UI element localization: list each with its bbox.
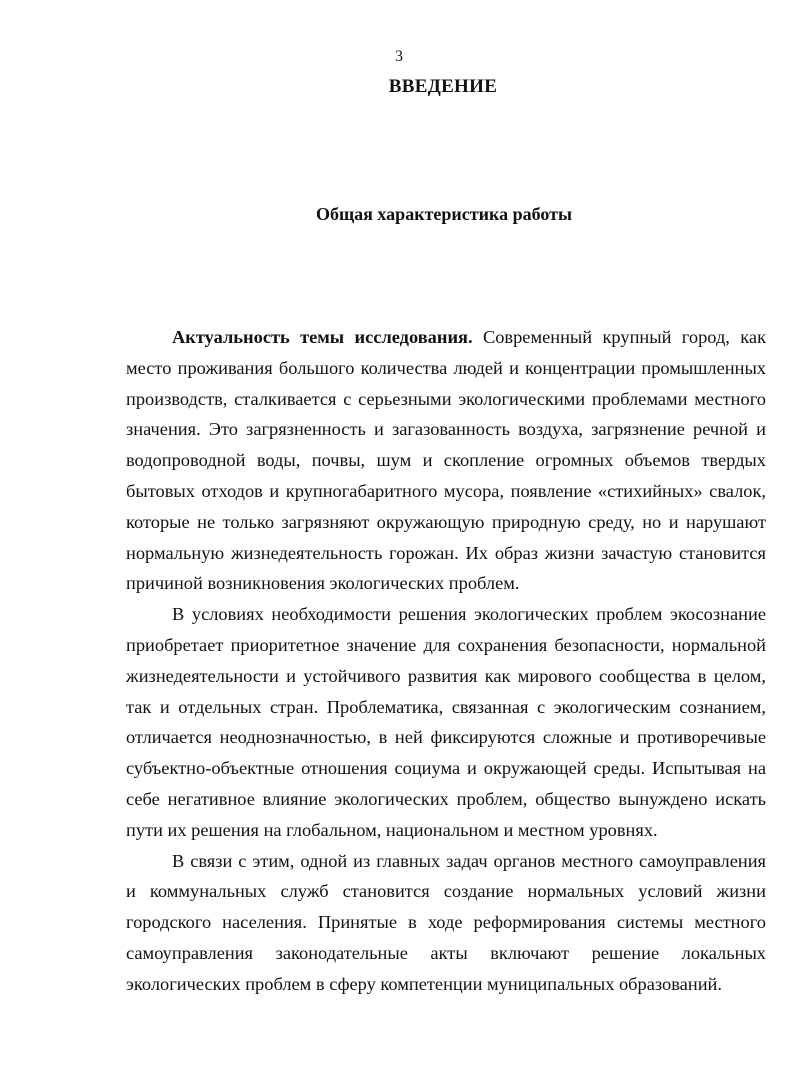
paragraph-eco-awareness: В условиях необходимости решения экологических проблем экосознание приобретает приоритетное значение для сохранения безопасности, нормальной жизнедеятельности и устойчивого развития как мирового сообщества в целом, так и отдельных стран. Проблематика, связанная с экологическим сознанием, отличается неоднозначностью, в ней фиксируются сложные и противоречивые субъектно-объектные отношения социума и окружающей среды. Испытывая на себе негативное влияние экологических проблем, общество вынуждено искать пути их решения на глобальном, национальном и местном уровнях.: [126, 604, 766, 840]
paragraph-lead: Актуальность темы исследования.: [172, 327, 473, 347]
body-text: [126, 322, 766, 1000]
paragraph-text: Современный крупный город, как место проживания большого количества людей и концентрации промышленных производств, сталкивается с серьезными экологическими проблемами местного значения. Это загрязненность и загазованность воздуха, загрязнение речной и водопроводной воды, почвы, шум и скопление огромных объемов твердых бытовых отходов и крупногабаритного мусора, появление «стихийных» свалок, которые не только загрязняют окружающую природную среду, но и нарушают нормальную жизнедеятельность горожан. Их образ жизни зачастую становится причиной возникновения экологических проблем.: [126, 327, 767, 594]
section-title: Общая характеристика работы: [315, 204, 573, 224]
chapter-title: ВВЕДЕНИЕ: [388, 76, 498, 97]
paragraph-local-government: В связи с этим, одной из главных задач органов местного самоуправления и коммунальных служб становится создание нормальных условий жизни городского населения. Принятые в ходе реформирования системы местного самоуправления законодательные акты включают решение локальных экологических проблем в сферу компетенции муниципальных образований.: [126, 850, 766, 994]
page-number: 3: [395, 48, 403, 65]
paragraph-relevance: [126, 322, 766, 599]
